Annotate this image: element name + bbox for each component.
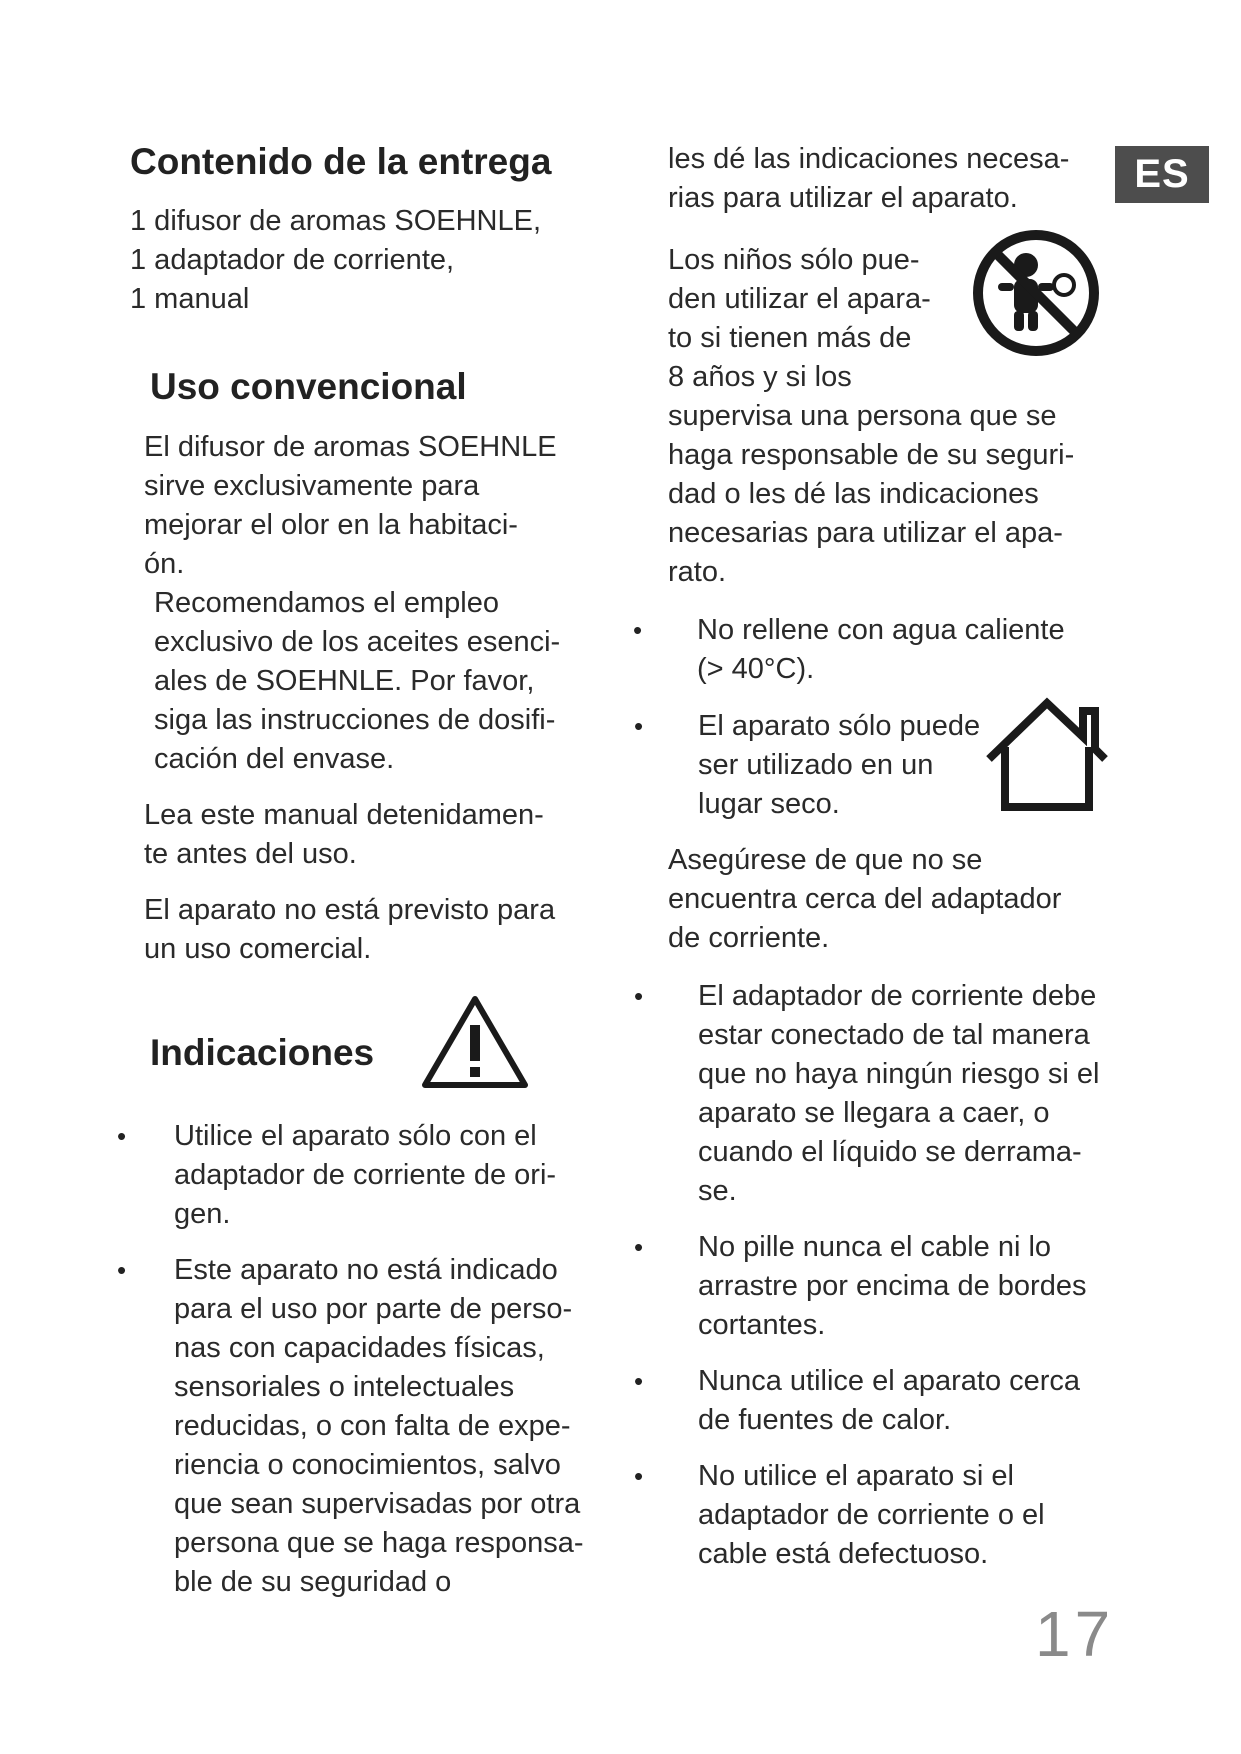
use-paragraph: El aparato no está previsto para un uso comercial. bbox=[144, 893, 556, 965]
bullet-icon: • bbox=[633, 615, 643, 645]
list-item: • Nunca utilice el aparato cerca de fuentes de calor. bbox=[668, 1362, 1138, 1440]
page-number: 17 bbox=[1035, 1598, 1115, 1670]
delivery-title: Contenido de la entrega bbox=[130, 141, 552, 182]
house-icon bbox=[983, 697, 1111, 815]
delivery-list bbox=[130, 202, 600, 319]
notes-title: Indicaciones bbox=[150, 1031, 375, 1073]
language-badge: ES bbox=[1115, 146, 1209, 203]
notes-header bbox=[130, 993, 600, 1097]
list-item: • El adaptador de corriente debe estar conectado de tal manera que no haya ningún riesgo si el aparato se llegara a caer, o cuando el líquido se derrama- se. bbox=[668, 977, 1138, 1211]
use-paragraph: Recomendamos el empleo exclusivo de los aceites esenci- ales de SOEHNLE. Por favor, siga las instrucciones de dosifi- cación del envase. bbox=[154, 586, 561, 775]
children-text-long: supervisa una persona que se haga responsable de su seguri- dad o les dé las indicaciones necesarias para utilizar el apa- rato. bbox=[668, 400, 1075, 588]
list-item: • No utilice el aparato si el adaptador de corriente o el cable está defectuoso. bbox=[668, 1457, 1138, 1574]
bullet-icon: • bbox=[117, 1254, 127, 1285]
right-column bbox=[633, 140, 1138, 1574]
delivery-item: 1 adaptador de corriente, bbox=[130, 244, 455, 277]
list-item: • No pille nunca el cable ni lo arrastre por encima de bordes cortantes. bbox=[668, 1228, 1138, 1345]
children-text-short: Los niños sólo pue- den utilizar el apara- to si tienen más de 8 años y si los bbox=[668, 244, 931, 393]
list-item: • No rellene con agua caliente (> 40°C). bbox=[667, 611, 1138, 689]
no-children-icon bbox=[970, 227, 1102, 359]
children-block bbox=[668, 241, 1138, 592]
list-item: • Este aparato no está indicado para el uso por parte de perso- nas con capacidades físicas, sensoriales o intelectuales reducidas, o con falta de expe- riencia o conocimientos, salvo que sean supervisadas por otra persona que se haga responsa- ble de su seguridad o bbox=[152, 1251, 600, 1602]
bullet-icon: • bbox=[634, 1366, 644, 1396]
bullet-icon: • bbox=[634, 711, 644, 741]
continued-text: les dé las indicaciones necesa- rias para utilizar el aparato. bbox=[668, 143, 1070, 214]
bullet-icon: • bbox=[117, 1120, 127, 1151]
delivery-item: 1 difusor de aromas SOEHNLE, bbox=[130, 205, 542, 238]
warning-icon bbox=[420, 993, 530, 1091]
bullet-icon: • bbox=[634, 981, 644, 1011]
bullet-icon: • bbox=[634, 1232, 644, 1262]
use-title: Uso convencional bbox=[150, 366, 467, 408]
left-column bbox=[117, 140, 600, 1602]
delivery-item: 1 manual bbox=[130, 283, 250, 316]
list-item: • El aparato sólo puede ser utilizado en un lugar seco. bbox=[668, 707, 1138, 824]
use-paragraph: Lea este manual detenidamen- te antes del uso. bbox=[144, 798, 544, 870]
bullet-icon: • bbox=[634, 1461, 644, 1491]
adapter-dry-text: Asegúrese de que no se encuentra cerca del adaptador de corriente. bbox=[668, 844, 1062, 954]
list-item: • Utilice el aparato sólo con el adaptador de corriente de ori- gen. bbox=[152, 1117, 600, 1234]
use-paragraph: El difusor de aromas SOEHNLE sirve exclusivamente para mejorar el olor en la habitaci- ón. bbox=[144, 430, 557, 580]
